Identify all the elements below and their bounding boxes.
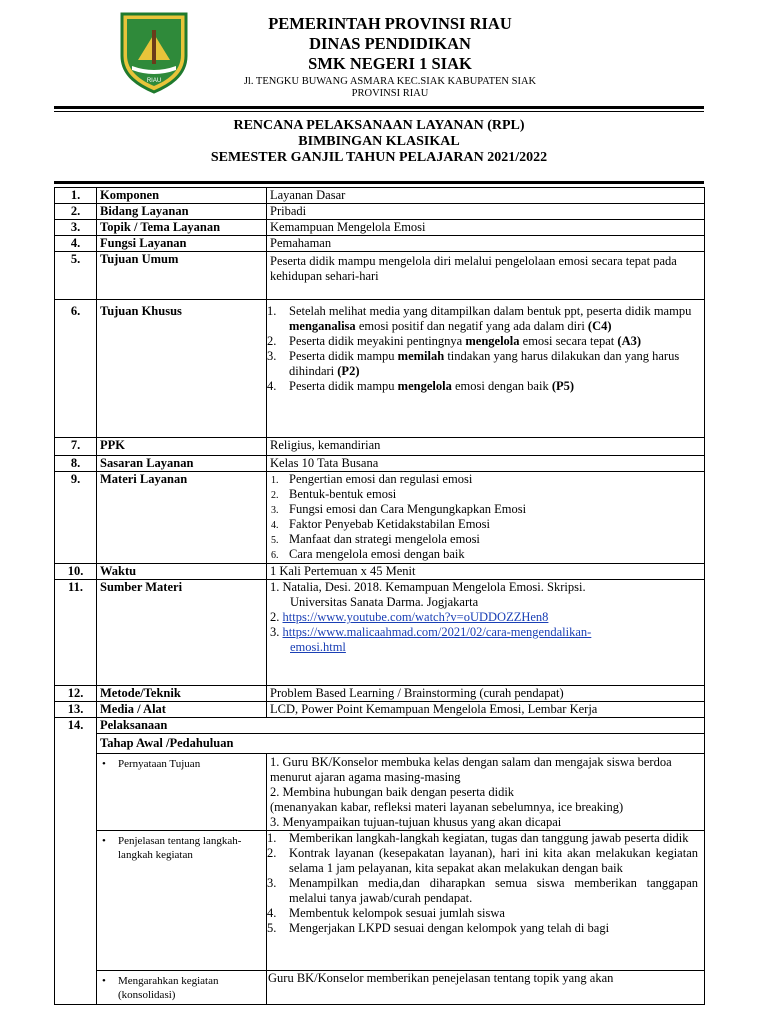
table-row (55, 564, 705, 580)
table-row (55, 686, 705, 702)
row-number: 1. (55, 188, 97, 204)
row-number: 2. (55, 204, 97, 220)
table-row (55, 702, 705, 718)
source-2: 2. https://www.youtube.com/watch?v=oUDDOZZHen8 (270, 610, 549, 624)
list-item: 2. Bentuk-bentuk emosi (271, 487, 397, 501)
row-value: 1 Kali Pertemuan x 45 Menit (267, 564, 705, 580)
table-row (55, 188, 705, 204)
letterhead-province: PROVINSI RIAU (351, 88, 429, 99)
row-number: 9. (55, 472, 97, 564)
material-list (267, 472, 701, 562)
row-label: Komponen (97, 188, 267, 204)
letterhead-school: SMK NEGERI 1 SIAK (308, 54, 472, 73)
row-label: PPK (97, 438, 267, 456)
table-row (55, 252, 705, 300)
row-label: Bidang Layanan (97, 204, 267, 220)
row-number: 10. (55, 564, 97, 580)
row-value: LCD, Power Point Kemampuan Mengelola Emosi, Lembar Kerja (267, 702, 705, 718)
rpl-table (54, 187, 705, 1005)
letterhead-government: PEMERINTAH PROVINSI RIAU (268, 14, 512, 33)
steps-list (267, 831, 698, 936)
row-number: 13. (55, 702, 97, 718)
source-3: 3. https://www.malicaahmad.com/2021/02/cara-mengendalikan- (270, 625, 592, 639)
list-item: 1. Memberikan langkah-langkah kegiatan, tugas dan tanggung jawab peserta didik (267, 831, 689, 845)
activity-value: 1. Guru BK/Konselor membuka kelas dengan salam dan mengajak siswa berdoa menurut ajaran agama masing-masing 2. Membina hubungan baik dengan peserta didik (menanyakan kabar, refleksi materi layanan sebelumnya, ice breaking) 3. Menyampaikan tujuan-tujuan khusus yang akan dicapai (267, 754, 705, 831)
table-row (55, 220, 705, 236)
row-label: Sasaran Layanan (97, 456, 267, 472)
row-value (267, 580, 705, 686)
list-item: 3. Peserta didik mampu memilah tindakan yang harus dilakukan dan yang harus dihindari (P2) (267, 349, 680, 378)
row-value: Pribadi (267, 204, 705, 220)
table-row (55, 831, 705, 971)
list-item: 5. Mengerjakan LKPD sesuai dengan kelompok yang telah di bagi (267, 921, 610, 935)
row-label: Waktu (97, 564, 267, 580)
title-line-3: SEMESTER GANJIL TAHUN PELAJARAN 2021/2022 (210, 150, 548, 165)
list-item: 2. Kontrak layanan (kesepakatan layanan), hari ini kita akan melakukan kegiatan selama 1 jam pelayanan, kita sepakat akan melakukan dengan baik (267, 846, 698, 875)
table-row (55, 438, 705, 456)
list-item: 4. Faktor Penyebab Ketidakstabilan Emosi (271, 517, 491, 531)
document-title (54, 118, 704, 166)
list-item: 2. Peserta didik meyakini pentingnya mengelola emosi secara tepat (A3) (267, 334, 642, 348)
list-item: 1. Pengertian emosi dan regulasi emosi (271, 472, 473, 486)
row-number: 8. (55, 456, 97, 472)
row-label: Tujuan Khusus (97, 300, 267, 438)
table-row (55, 456, 705, 472)
table-top-rule (54, 181, 704, 184)
list-item: 6. Cara mengelola emosi dengan baik (271, 547, 465, 561)
list-item: 1. Setelah melihat media yang ditampilkan dalam bentuk ppt, peserta didik mampu menganalisa emosi positif dan negatif yang ada dalam diri (C4) (267, 304, 692, 333)
row-value: Problem Based Learning / Brainstorming (curah pendapat) (267, 686, 705, 702)
list-item: 4. Membentuk kelompok sesuai jumlah siswa (267, 906, 505, 920)
youtube-link[interactable]: https://www.youtube.com/watch?v=oUDDOZZHen8 (282, 610, 549, 624)
row-value: Religius, kemandirian (267, 438, 705, 456)
source-3-cont (270, 640, 701, 655)
list-item: 4. Peserta didik mampu mengelola emosi dengan baik (P5) (267, 379, 575, 393)
row-value (267, 300, 705, 438)
table-row (55, 734, 705, 754)
svg-text:RIAU: RIAU (146, 78, 162, 84)
row-number: 11. (55, 580, 97, 686)
list-item: 3. Fungsi emosi dan Cara Mengungkapkan Emosi (271, 502, 527, 516)
specific-goals-list (267, 304, 701, 394)
source-1: 1. Natalia, Desi. 2018. Kemampuan Mengelola Emosi. Skripsi. (270, 580, 586, 594)
activity-value: Guru BK/Konselor memberikan penejelasan tentang topik yang akan (267, 971, 705, 1005)
row-value: Kelas 10 Tata Busana (267, 456, 705, 472)
list-item: 5. Manfaat dan strategi mengelola emosi (271, 532, 480, 546)
row-value: Kemampuan Mengelola Emosi (267, 220, 705, 236)
title-line-1: RENCANA PELAKSANAAN LAYANAN (RPL) (233, 118, 525, 133)
row-label: Metode/Teknik (97, 686, 267, 702)
row-value: Pemahaman (267, 236, 705, 252)
row-label: Fungsi Layanan (97, 236, 267, 252)
row-number: 4. (55, 236, 97, 252)
row-number: 7. (55, 438, 97, 456)
row-label: Sumber Materi (97, 580, 267, 686)
list-item: 3. Menampilkan media,dan diharapkan semua siswa memberikan tanggapan melalui tanya jawab/curah pendapat. (267, 876, 698, 905)
row-label: Topik / Tema Layanan (97, 220, 267, 236)
letterhead-address: Jl. TENGKU BUWANG ASMARA KEC.SIAK KABUPATEN SIAK (243, 76, 537, 87)
letterhead-rule-thin (54, 111, 704, 112)
table-row (55, 204, 705, 220)
row-value: Peserta didik mampu mengelola diri melalui pengelolaan emosi secara tepat pada kehidupan sehari-hari (267, 252, 705, 300)
activity-label: • Penjelasan tentang langkah-langkah kegiatan (97, 831, 267, 971)
table-row (55, 472, 705, 564)
table-row (55, 754, 705, 831)
activity-value (267, 831, 705, 971)
row-value (267, 472, 705, 564)
title-line-2: BIMBINGAN KLASIKAL (298, 134, 460, 149)
activity-label: • Pernyataan Tujuan (97, 754, 267, 831)
table-row (55, 236, 705, 252)
row-number: 3. (55, 220, 97, 236)
letterhead-department: DINAS PENDIDIKAN (309, 34, 471, 53)
table-row (55, 718, 705, 734)
letterhead (200, 14, 580, 100)
row-label: Media / Alat (97, 702, 267, 718)
activity-label: • Mengarahkan kegiatan (konsolidasi) (97, 971, 267, 1005)
row-label: Materi Layanan (97, 472, 267, 564)
row-number: 12. (55, 686, 97, 702)
table-row (55, 300, 705, 438)
row-number: 5. (55, 252, 97, 300)
row-number: 6. (55, 300, 97, 438)
row-number: 14. (55, 718, 97, 1005)
row-label: Pelaksanaan (97, 718, 705, 734)
malicaahmad-link-cont[interactable]: emosi.html (290, 640, 346, 654)
table-row (55, 971, 705, 1005)
letterhead-rule-thick (54, 106, 704, 109)
malicaahmad-link[interactable]: https://www.malicaahmad.com/2021/02/cara-mengendalikan- (282, 625, 592, 639)
stage-heading: Tahap Awal /Pedahuluan (97, 734, 705, 754)
riau-province-emblem (118, 10, 190, 94)
row-value: Layanan Dasar (267, 188, 705, 204)
source-1-cont: Universitas Sanata Darma. Jogjakarta (290, 595, 479, 609)
table-row (55, 580, 705, 686)
row-label: Tujuan Umum (97, 252, 267, 300)
